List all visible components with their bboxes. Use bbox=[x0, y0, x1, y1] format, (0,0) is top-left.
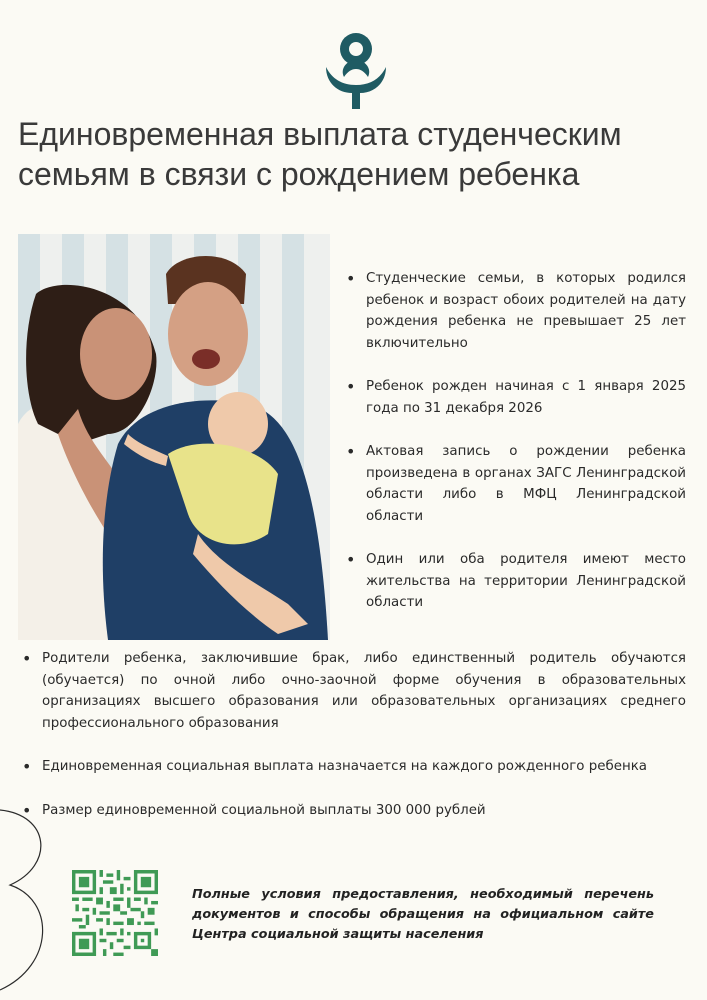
list-item: • Размер единовременной социальной выплаты 300 000 рублей bbox=[18, 800, 686, 822]
list-item: • Актовая запись о рождении ребенка произведена в органах ЗАГС Ленинградской области либо в МФЦ Ленинградской области bbox=[342, 441, 686, 527]
decorative-swirl bbox=[0, 805, 60, 995]
conditions-list-bottom bbox=[18, 648, 686, 821]
title-line-2: семьям в связи с рождением ребенка bbox=[18, 156, 580, 192]
list-item: • Единовременная социальная выплата назначается на каждого рожденного ребенка bbox=[18, 756, 686, 778]
list-item: • Один или оба родителя имеют место жительства на территории Ленинградской области bbox=[342, 549, 686, 614]
footer-note: Полные условия предоставления, необходимый перечень документов и способы обращения на официальном сайте Центра социальной защиты населения bbox=[192, 887, 654, 942]
conditions-list-right bbox=[342, 268, 686, 636]
title-line-1: Единовременная выплата студенческим bbox=[18, 116, 622, 152]
hands-holding-person-icon bbox=[320, 27, 392, 111]
list-item: • Ребенок рожден начиная с 1 января 2025 года по 31 декабря 2026 bbox=[342, 376, 686, 419]
list-item: • Родители ребенка, заключившие брак, либо единственный родитель обучаются (обучается) по очной либо очно-заочной форме обучения в образовательных организациях высшего образования или образовательных организациях среднего профессионального образования bbox=[18, 648, 686, 734]
family-with-baby-photo bbox=[18, 234, 330, 640]
qr-code-icon[interactable] bbox=[72, 870, 158, 956]
page-title bbox=[18, 114, 698, 194]
list-item: • Студенческие семьи, в которых родился ребенок и возраст обоих родителей на дату рождения ребенка не превышает 25 лет включительно bbox=[342, 268, 686, 354]
